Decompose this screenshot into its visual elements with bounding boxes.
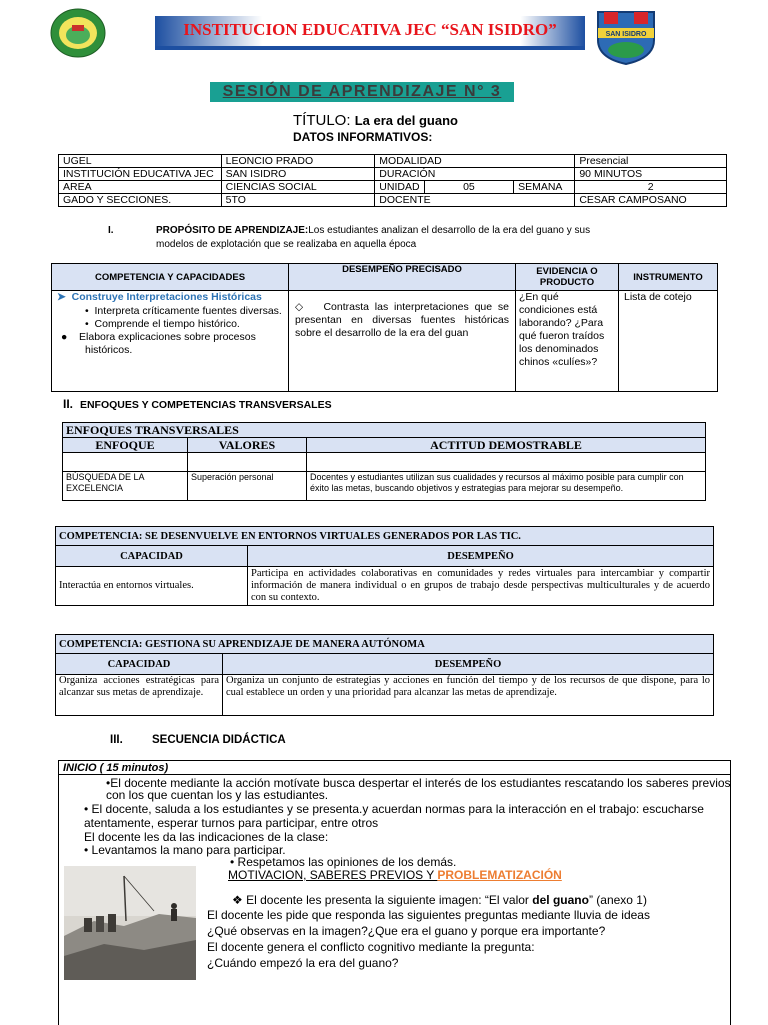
- section-number: I.: [108, 225, 114, 236]
- desempeno-cell: Participa en actividades colaborativas en comunidades y redes virtuales para intercambiar y compartir información de manera individual o en grupos de trabajo desde perspectivas multiculturales y de acuerdo con su contexto.: [248, 567, 714, 606]
- enfoques-title: ENFOQUES TRANSVERSALES: [63, 423, 706, 438]
- table-cell: SEMANA: [514, 181, 575, 194]
- imagen-bold: del guano: [532, 893, 589, 907]
- inicio-line: El docente genera el conflicto cognitivo mediante la pregunta:: [207, 940, 535, 954]
- table-cell: 05: [424, 181, 513, 194]
- bullet-icon: ●: [61, 331, 80, 343]
- inicio-line: •El docente mediante la acción motívate busca despertar el interés de los estudiantes rescatando los saberes previos: [106, 776, 731, 790]
- capacidad-item: Interpreta críticamente fuentes diversas.: [94, 305, 282, 317]
- column-header: EVIDENCIA O PRODUCTO: [516, 264, 619, 291]
- motivacion-heading: [228, 868, 562, 882]
- guano-historic-photo: [64, 866, 196, 980]
- column-header: COMPETENCIA Y CAPACIDADES: [52, 264, 289, 291]
- table-row: [56, 567, 714, 606]
- info-table: [58, 154, 727, 207]
- evidencia-cell: ¿En qué condiciones está laborando? ¿Para qué fueron traídos los denominados chinos «culíes»?: [516, 291, 619, 392]
- inicio-line: con los que cuentan los y las estudiantes.: [106, 788, 329, 802]
- competencias-table: [51, 263, 718, 392]
- inicio-line: El docente les pide que responda las siguientes preguntas mediante lluvia de ideas: [207, 908, 650, 922]
- desempeno-cell: Organiza un conjunto de estrategias y acciones en función del tiempo y de los recursos de que dispone, para lo cual establece un orden y una prioridad para alcanzar las metas de aprendizaje.: [223, 675, 714, 716]
- table-cell: 5TO: [221, 194, 375, 207]
- table-cell: [307, 453, 706, 472]
- table-row: [56, 675, 714, 716]
- autonoma-title: COMPETENCIA: GESTIONA SU APRENDIZAJE DE MANERA AUTÓNOMA: [56, 635, 714, 654]
- inicio-line: ¿Cuándo empezó la era del guano?: [207, 956, 399, 970]
- inicio-line: • Respetamos las opiniones de los demás.: [230, 855, 457, 869]
- titulo-label: TÍTULO:: [293, 112, 351, 129]
- table-header-row: [63, 438, 706, 453]
- capacidad-cell: Interactúa en entornos virtuales.: [56, 567, 248, 606]
- diamond-bullet-icon: ◇: [295, 301, 324, 313]
- table-cell: DURACIÓN: [375, 168, 575, 181]
- capacidad-item: Elabora explicaciones sobre procesos históricos.: [79, 331, 256, 356]
- instrumento-cell: Lista de cotejo: [619, 291, 718, 392]
- tic-title: COMPETENCIA: SE DESENVUELVE EN ENTORNOS VIRTUALES GENERADOS POR LAS TIC.: [56, 527, 714, 546]
- table-header-row: [56, 546, 714, 567]
- table-row: [63, 453, 706, 472]
- san-isidro-crest-logo: [592, 6, 660, 66]
- school-banner-title: INSTITUCION EDUCATIVA JEC “SAN ISIDRO”: [183, 20, 557, 39]
- table-cell: [63, 453, 188, 472]
- table-title-row: [63, 423, 706, 438]
- bullet-icon: •: [85, 305, 95, 317]
- section-number: II.: [63, 397, 74, 411]
- table-cell: AREA: [59, 181, 222, 194]
- table-cell: UNIDAD: [375, 181, 424, 194]
- section-title: ENFOQUES Y COMPETENCIAS TRANSVERSALES: [79, 399, 332, 411]
- imagen-intro: ❖ El docente les presenta la siguiente imagen: “El valor: [232, 893, 533, 907]
- table-title-row: [56, 527, 714, 546]
- enfoque-cell: BÚSQUEDA DE LA EXCELENCIA: [63, 472, 188, 501]
- motivacion-label: MOTIVACION, SABERES PREVIOS Y: [228, 868, 438, 882]
- column-header: INSTRUMENTO: [619, 264, 718, 291]
- table-header-row: [52, 264, 718, 291]
- section-title: SECUENCIA DIDÁCTICA: [151, 734, 286, 746]
- school-seal-logo: [50, 8, 106, 58]
- problematizacion-label: PROBLEMATIZACIÓN: [437, 868, 562, 882]
- datos-informativos-label: DATOS INFORMATIVOS:: [293, 130, 433, 144]
- session-title: SESIÓN DE APRENDIZAJE N° 3: [222, 83, 502, 100]
- bullet-icon: •: [85, 318, 95, 330]
- titulo: [293, 112, 458, 129]
- table-cell: 90 MINUTOS: [575, 168, 727, 181]
- table-cell: [188, 453, 307, 472]
- table-row: [59, 194, 727, 207]
- inicio-line: atentamente, esperar turnos para participar, entre otros: [84, 816, 379, 830]
- table-header-row: [56, 654, 714, 675]
- table-row: [59, 155, 727, 168]
- table-row: [59, 181, 727, 194]
- tic-competencia-table: [55, 526, 714, 606]
- desempeno-text: Contrasta las interpretaciones que se presentan en diversas fuentes históricas sobre el desarrollo de la era del guan: [295, 301, 510, 339]
- inicio-line: • El docente, saluda a los estudiantes y se presenta.y acuerdan normas para la interacción en el trabajo: escucharse: [84, 802, 704, 816]
- table-title-row: [56, 635, 714, 654]
- column-header: DESEMPEÑO PRECISADO: [289, 264, 516, 291]
- capacidad-item: Comprende el tiempo histórico.: [94, 318, 240, 330]
- table-cell: CESAR CAMPOSANO: [575, 194, 727, 207]
- section-3-heading: [110, 734, 286, 746]
- column-header: DESEMPEÑO: [248, 546, 714, 567]
- column-header: VALORES: [188, 438, 307, 453]
- table-cell: UGEL: [59, 155, 222, 168]
- table-row: [59, 168, 727, 181]
- column-header: CAPACIDAD: [56, 654, 223, 675]
- valor-cell: Superación personal: [188, 472, 307, 501]
- competencia-cell: [52, 291, 289, 392]
- table-cell: 2: [575, 181, 727, 194]
- actitud-cell: Docentes y estudiantes utilizan sus cualidades y recursos al máximo posible para cumplir con éxito las metas, buscando objetivos y estrategias para mejorar su desempeño.: [307, 472, 706, 501]
- table-cell: SAN ISIDRO: [221, 168, 375, 181]
- table-cell: MODALIDAD: [375, 155, 575, 168]
- inicio-line: • Levantamos la mano para participar.: [84, 843, 286, 857]
- table-cell: DOCENTE: [375, 194, 575, 207]
- column-header: ACTITUD DEMOSTRABLE: [307, 438, 706, 453]
- table-cell: GADO Y SECCIONES.: [59, 194, 222, 207]
- column-header: DESEMPEÑO: [223, 654, 714, 675]
- table-cell: CIENCIAS SOCIAL: [221, 181, 375, 194]
- section-number: III.: [110, 734, 123, 746]
- inicio-header: INICIO ( 15 minutos): [59, 761, 730, 775]
- column-header: CAPACIDAD: [56, 546, 248, 567]
- enfoques-table: [62, 422, 706, 501]
- desempeno-cell: [289, 291, 516, 392]
- column-header: ENFOQUE: [63, 438, 188, 453]
- proposito-text-wrap: [156, 224, 628, 252]
- proposito-text: Los estudiantes analizan el desarrollo de la era del guano y sus modelos de explotación que se realizaba en aquella época: [156, 225, 591, 250]
- titulo-value: La era del guano: [354, 113, 458, 128]
- table-cell: INSTITUCIÓN EDUCATIVA JEC: [59, 168, 222, 181]
- imagen-annex: ” (anexo 1): [588, 893, 647, 907]
- inicio-line: ¿Qué observas en la imagen?¿Que era el guano y porque era importante?: [207, 924, 606, 938]
- table-cell: Presencial: [575, 155, 727, 168]
- arrow-bullet-icon: ➤: [57, 291, 72, 303]
- table-row: [63, 472, 706, 501]
- proposito-block: [108, 224, 628, 252]
- session-title-bar: [210, 82, 514, 102]
- table-cell: LEONCIO PRADO: [221, 155, 375, 168]
- capacidad-cell: Organiza acciones estratégicas para alcanzar sus metas de aprendizaje.: [56, 675, 223, 716]
- table-row: [52, 291, 718, 392]
- competencia-name: Construye Interpretaciones Históricas: [71, 291, 262, 303]
- autonoma-competencia-table: [55, 634, 714, 716]
- proposito-label: PROPÓSITO DE APRENDIZAJE:: [156, 225, 309, 236]
- inicio-line: [232, 893, 647, 907]
- crest-label: SAN ISIDRO: [605, 31, 647, 38]
- inicio-line: El docente les da las indicaciones de la clase:: [84, 830, 329, 844]
- section-2-heading: [63, 397, 332, 411]
